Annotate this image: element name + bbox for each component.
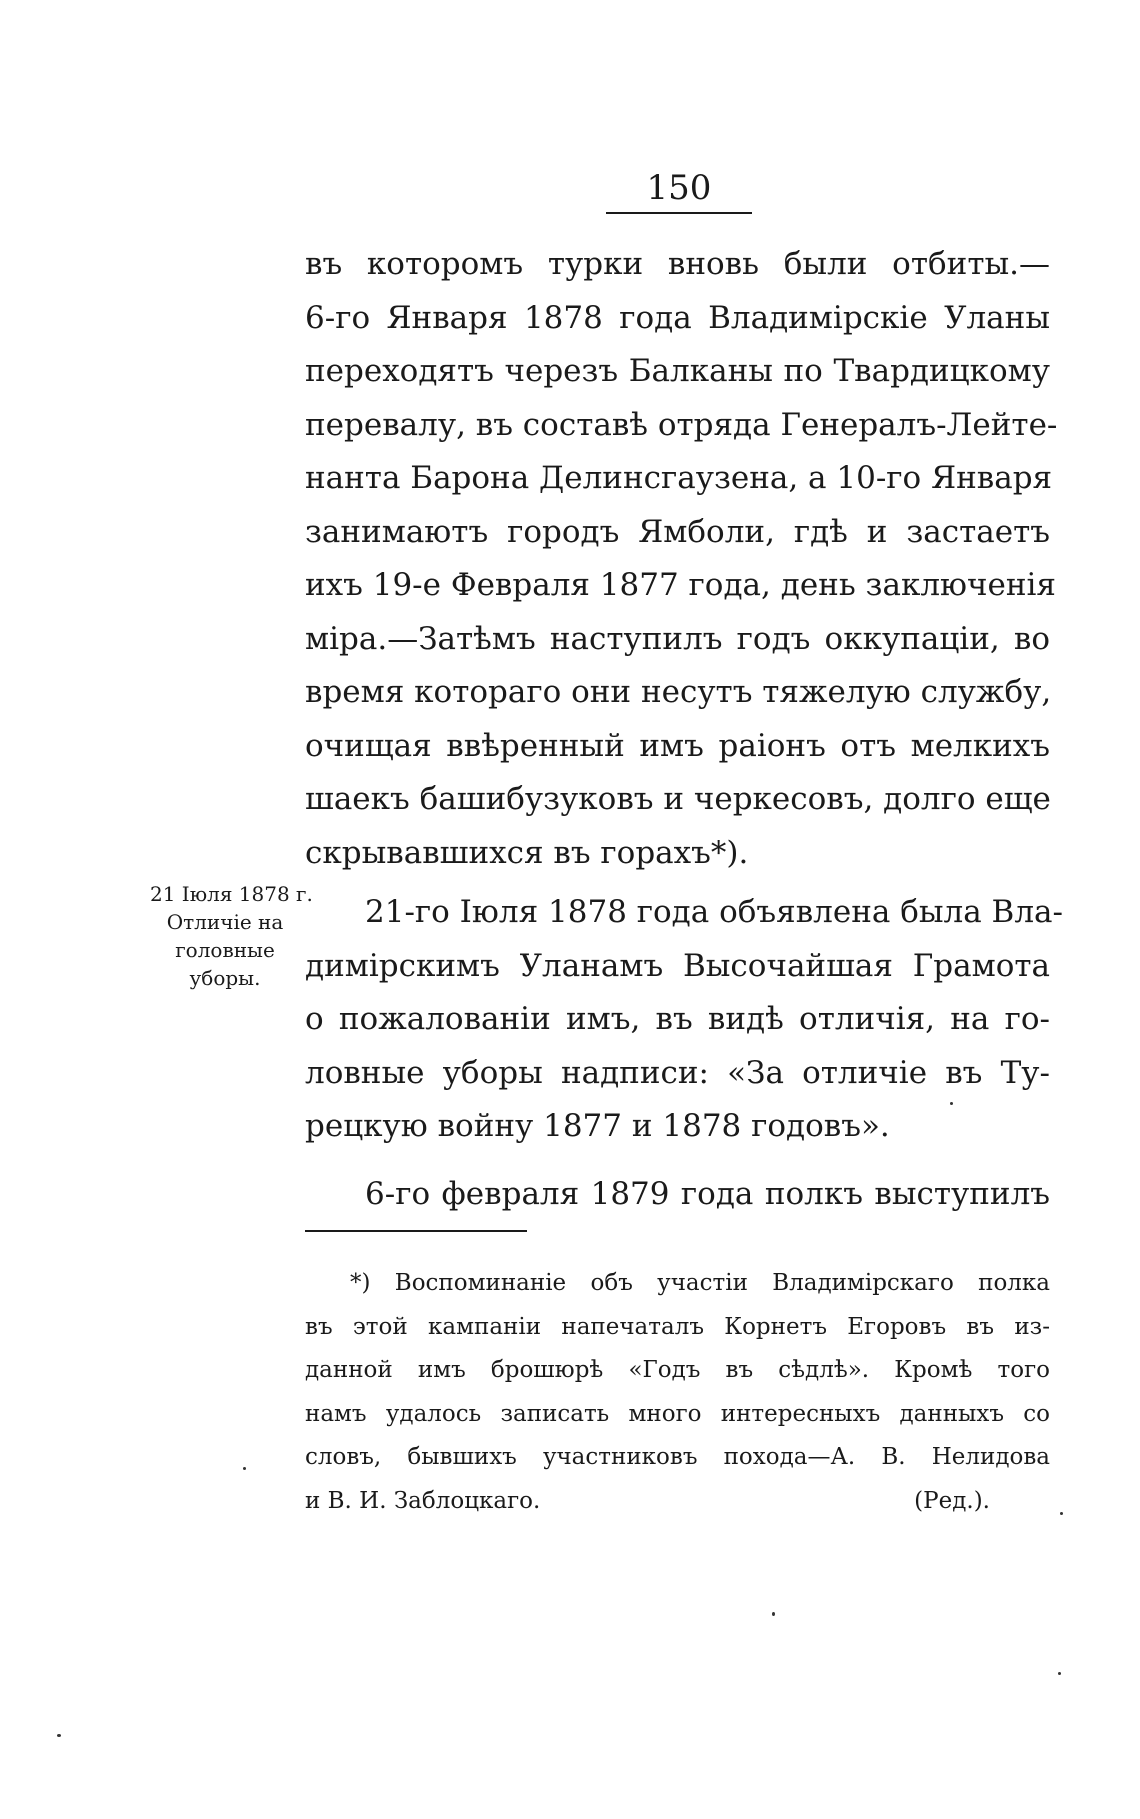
- footnote-line: данной имъ брошюрѣ «Годъ въ сѣдлѣ». Кромѣ того: [305, 1357, 1050, 1384]
- footnote-last-line: [305, 1480, 1050, 1524]
- margin-note-date: 21 Іюля 1878 г.: [150, 882, 313, 906]
- scan-speck: [772, 1612, 775, 1616]
- text-line: переходятъ черезъ Балканы по Твардицкому: [305, 353, 1050, 389]
- footnote-line: въ этой кампаніи напечаталъ Корнетъ Егоровъ въ из-: [305, 1313, 1050, 1340]
- margin-note-line: Отличіе на: [166, 910, 284, 934]
- text-line: ихъ 19-е Февраля 1877 года, день заключенія: [305, 567, 1056, 603]
- text-line: о пожалованіи имъ, въ видѣ отличія, на го-: [305, 1001, 1050, 1037]
- footnote-line: словъ, бывшихъ участниковъ похода—А. В. Нелидова: [305, 1444, 1050, 1471]
- text-line: очищая ввѣренный имъ раіонъ отъ мелкихъ: [305, 727, 1050, 764]
- text-line: ловные уборы надписи: «За отличіе въ Ту-: [305, 1054, 1050, 1091]
- text-line: перевалу, въ составѣ отряда Генералъ-Лейте-: [305, 406, 1058, 443]
- margin-note: [150, 880, 313, 992]
- text-line: въ которомъ турки вновь были отбиты.—: [305, 246, 1050, 282]
- paragraph-3: [305, 1168, 1050, 1222]
- text-line: занимаютъ городъ Ямболи, гдѣ и застаетъ: [305, 513, 1050, 550]
- paragraph-2: [305, 886, 1063, 1154]
- text-line: нанта Барона Делинсгаузена, а 10-го Января: [305, 460, 1053, 496]
- footnote-divider: [305, 1230, 527, 1232]
- text-line: міра.—Затѣмъ наступилъ годъ оккупаціи, во: [305, 620, 1050, 657]
- margin-note-line: головные: [175, 938, 275, 962]
- text-line: 6-го Января 1878 года Владимірскіе Уланы: [305, 299, 1050, 336]
- text-line: скрывавшихся въ горахъ*).: [305, 834, 749, 871]
- footnote-line: *) Воспоминаніе объ участіи Владимірскаго полка: [350, 1270, 1050, 1296]
- scan-speck: [1060, 1512, 1063, 1515]
- text-line: 21-го Іюля 1878 года объявлена была Вла-: [365, 894, 1063, 930]
- footnote-line: и В. И. Заблоцкаго.: [305, 1487, 541, 1514]
- main-text: [305, 238, 1063, 1221]
- scan-speck: [57, 1734, 61, 1737]
- text-line: 6-го февраля 1879 года полкъ выступилъ: [365, 1175, 1050, 1212]
- paragraph-1: [305, 238, 1058, 880]
- text-line: время котораго они несутъ тяжелую службу,: [305, 674, 1052, 710]
- text-line: рецкую войну 1877 и 1878 годовъ».: [305, 1108, 890, 1144]
- margin-note-line: уборы.: [189, 966, 261, 990]
- editor-mark: (Ред.).: [914, 1487, 990, 1514]
- page-number: 150: [606, 168, 752, 214]
- scan-speck: [1058, 1672, 1061, 1675]
- footnote: [305, 1262, 1050, 1524]
- text-line: димірскимъ Уланамъ Высочайшая Грамота: [305, 947, 1050, 984]
- text-line: шаекъ башибузуковъ и черкесовъ, долго еще: [305, 781, 1051, 817]
- scan-speck: [243, 1467, 246, 1470]
- footnote-line: намъ удалось записать много интересныхъ данныхъ со: [305, 1400, 1050, 1427]
- scan-speck: [950, 1102, 953, 1105]
